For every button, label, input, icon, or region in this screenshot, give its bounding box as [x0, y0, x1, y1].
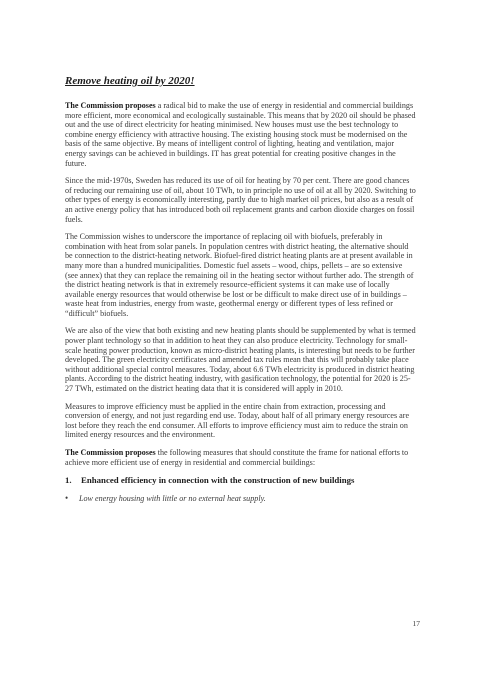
- paragraph-text: The Commission wishes to underscore the importance of replacing oil with biofuels, preferably in combination with heat from solar panels. In population centres with district heating, the alternative should be connection to the district-heating network. Biofuel-fired district heating plants are at present available in many more than a hundred municipalities. Domestic fuel assets – wood, chips, pellets – are so extensive (see annex) that they can replace the remaining oil in the heating sector without further ado. The strength of the district heating network is that in extremely resource-efficient systems it can make use of locally available energy resources that would otherwise be lost or be difficult to make direct use of in buildings – waste heat from industries, energy from waste, geothermal energy or different types of less refined or “difficult” biofuels.: [65, 232, 414, 318]
- paragraph-oil-reduction: [65, 176, 417, 224]
- section-title: Enhanced efficiency in connection with the construction of new buildings: [81, 475, 355, 486]
- paragraph-text: Measures to improve efficiency must be applied in the entire chain from extraction, processing and conversion of energy, and not just regarding end use. Today, about half of all primary energy resources are lost before they reach the end consumer. All efforts to improve efficiency must aim to reduce the strain on limited energy resources and the environment.: [65, 401, 410, 440]
- paragraph-efficiency-chain: [65, 402, 417, 440]
- paragraph-biofuels: [65, 232, 417, 318]
- page-heading: Remove heating oil by 2020!: [65, 75, 195, 87]
- page-number: 17: [412, 619, 420, 628]
- paragraph-power-plants: [65, 326, 417, 393]
- paragraph-text: Since the mid-1970s, Sweden has reduced its use of oil for heating by 70 per cent. There are good chances of reducing our remaining use of oil, about 10 TWh, to in principle no use of oil at all by 2020. Switching to other types of energy is economically interesting, partly due to high market oil prices, but also as a result of an active energy policy that has introduced both oil replacement grants and carbon dioxide charges on fossil fuels.: [65, 176, 416, 224]
- paragraph-text: We are also of the view that both existing and new heating plants should be supplemented by what is termed power plant technology so that in addition to heat they can also produce electricity. Technology for small-scale heating power production, known as micro-district heating plants, is interesting but needs to be further developed. The green electricity certificates and amended tax rules mean that this will probably take place without additional special control measures. Today, about 6.6 TWh electricity is produced in district heating plants. According to the district heating industry, with gasification technology, the potential for 2020 is 25-27 TWh, estimated on the district heating data that it is considered will apply in 2010.: [65, 326, 416, 394]
- bullet-icon: •: [65, 493, 69, 504]
- paragraph-intro: [65, 101, 417, 168]
- paragraph-lead: The Commission proposes: [65, 101, 156, 110]
- paragraph-proposal: [65, 448, 417, 467]
- bullet-list: [65, 494, 417, 503]
- section-number: 1.: [65, 475, 72, 486]
- page-content: [65, 75, 417, 503]
- paragraph-text: a radical bid to make the use of energy in residential and commercial buildings more efficient, more economical and ecologically sustainable. This means that by 2020 oil should be phased out and the use of direct electricity for heating minimised. New houses must use the best technology to combine energy efficiency with attractive housing. The existing housing stock must be modernised on the basis of the same objective. By means of intelligent control of lighting, heating and ventilation, major energy savings can be achieved in buildings. IT has great potential for creating positive changes in the future.: [65, 101, 416, 168]
- section-heading: [65, 475, 417, 485]
- list-item-text: Low energy housing with little or no external heat supply.: [79, 494, 266, 504]
- paragraph-text: the following measures that should constitute the frame for national efforts to achieve more efficient use of energy in residential and commercial buildings:: [65, 448, 409, 467]
- list-item: [65, 494, 417, 503]
- paragraph-lead: The Commission proposes: [65, 448, 156, 457]
